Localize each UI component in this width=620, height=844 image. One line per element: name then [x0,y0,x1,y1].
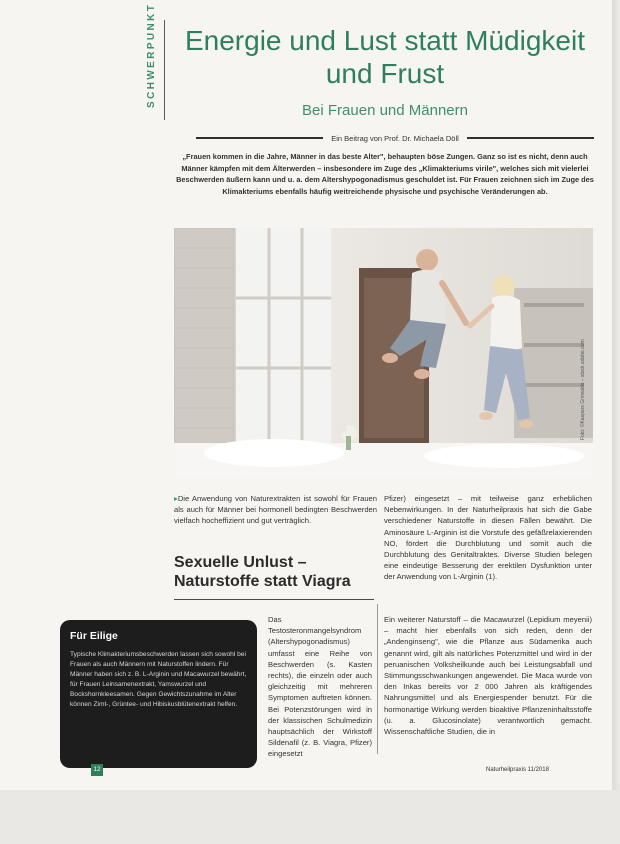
intro-paragraph: „Frauen kommen in die Jahre, Männer in das beste Alter", behaupten böse Zungen. Ganz so ist es nicht, denn auch Männer kämpfen mit dem Älterwerden – insbesondere im Zuge des „Klimakteriums virile", welches sich mit vielerlei Beschwerden äußern kann und u. a. dem Altershypogonadismus geschuldet ist. Für Frauen zeichnen sich im Zuge des Klimakteriums ebenfalls häufig weitreichende physische und psychische Veränderungen ab. [176,152,594,196]
lead-paragraph-text: Die Anwendung von Naturextrakten ist sowohl für Frauen als auch für Männer bei hormonell bedingten Beschwerden vielfach hocheffizient und gut verträglich. [174,494,377,526]
article-photo [174,228,593,476]
page-number: 12 [91,764,103,776]
lead-paragraph [174,493,377,527]
byline-row [196,131,594,145]
column-divider [377,604,378,754]
article-subtitle: Bei Frauen und Männern [302,102,468,119]
publication-footer: Naturheilpraxis 11/2018 [486,767,549,773]
byline-rule-left [196,137,323,139]
middle-column-text: Das Testosteronmangelsyndrom (Altershypogonadismus) umfasst eine Reihe von Beschwerden (s. Kasten rechts), die einzeln oder auch gleichzeitig mit mehreren Symptomen auftreten können. Bei Potenzstörungen wird in der klassischen Schulmedizin hauptsächlich der Wirkstoff Sildenafil (z. B. Viagra, Pfizer) eingesetzt [268,615,372,759]
scan-background [0,790,620,844]
section-heading-rule [174,599,374,600]
section-label: SCHWERPUNKT [146,2,157,108]
right-column-top-text: Pfizer) eingesetzt – mit teilweise ganz erheblichen Nebenwirkungen. In der Naturheilpraxis hat sich die Gabe verschiedener Naturstoffe in diesen Fällen bewährt. Die Aminosäure L-Arginin ist die Vorstufe des gefäßrelaxierenden NO, fördert die Durchblutung und somit auch die Durchblutung des Genitaltraktes. Diverse Studien belegen eine eindeutige Besserung der erektilen Dysfunktion unter der Anwendung von L-Arginin (1). [384,494,592,582]
page-edge-shadow [612,0,620,844]
fuer-eilige-title: Für Eilige [70,630,118,642]
section-divider-line [164,20,165,120]
byline-rule-right [467,137,594,139]
photo-credit: Foto: ©Kaspars Grinvalds – stock.adobe.com [580,339,586,440]
byline: Ein Beitrag von Prof. Dr. Michaela Döll [331,133,459,143]
right-column-bottom-text: Ein weiterer Naturstoff – die Macawurzel (Lepidium meyenii) – macht hier ebenfalls von sich reden, denn der „Andenginseng", wie die Pflanze aus Südamerika auch genannt wird, gilt als natürliches Potenzmittel und wird in der peruanischen Volksheilkunde auch bei Leistungsabfall und Stimmungsschwankungen angewendet. Die Maca wurde von den Inkas bereits vor 2 000 Jahren als kräftigendes Nahrungsmittel und als Energiespender benutzt. Für die hormonartige Wirkung werden bioaktive Pflanzeninhaltsstoffe (u. a. Glucosinolate) verantwortlich gemacht. Wissenschaftliche Studien, die in [384,615,592,737]
section-heading: Sexuelle Unlust – Naturstoffe statt Viagra [174,554,351,590]
fuer-eilige-text: Typische Klimakteriumsbeschwerden lassen sich sowohl bei Frauen als auch Männern mit Naturstoffen lindern. Für Männer haben sich z. B. L-Arginin und Macawurzel bewährt, für Frauen Leinsamenextrakt, Yamswurzel und Bockshornkleesamen. Gegen Gewichtszunahme im Alter können Zimt-, Grüntee- und Hibiskusblütenextrakt helfen. [70,651,247,708]
article-title: Energie und Lust statt Müdigkeit und Frust [184,25,585,89]
couple-jumping-illustration [174,228,593,476]
fuer-eilige-box [60,620,257,768]
bullet-marker-icon: ▸ [174,494,178,503]
